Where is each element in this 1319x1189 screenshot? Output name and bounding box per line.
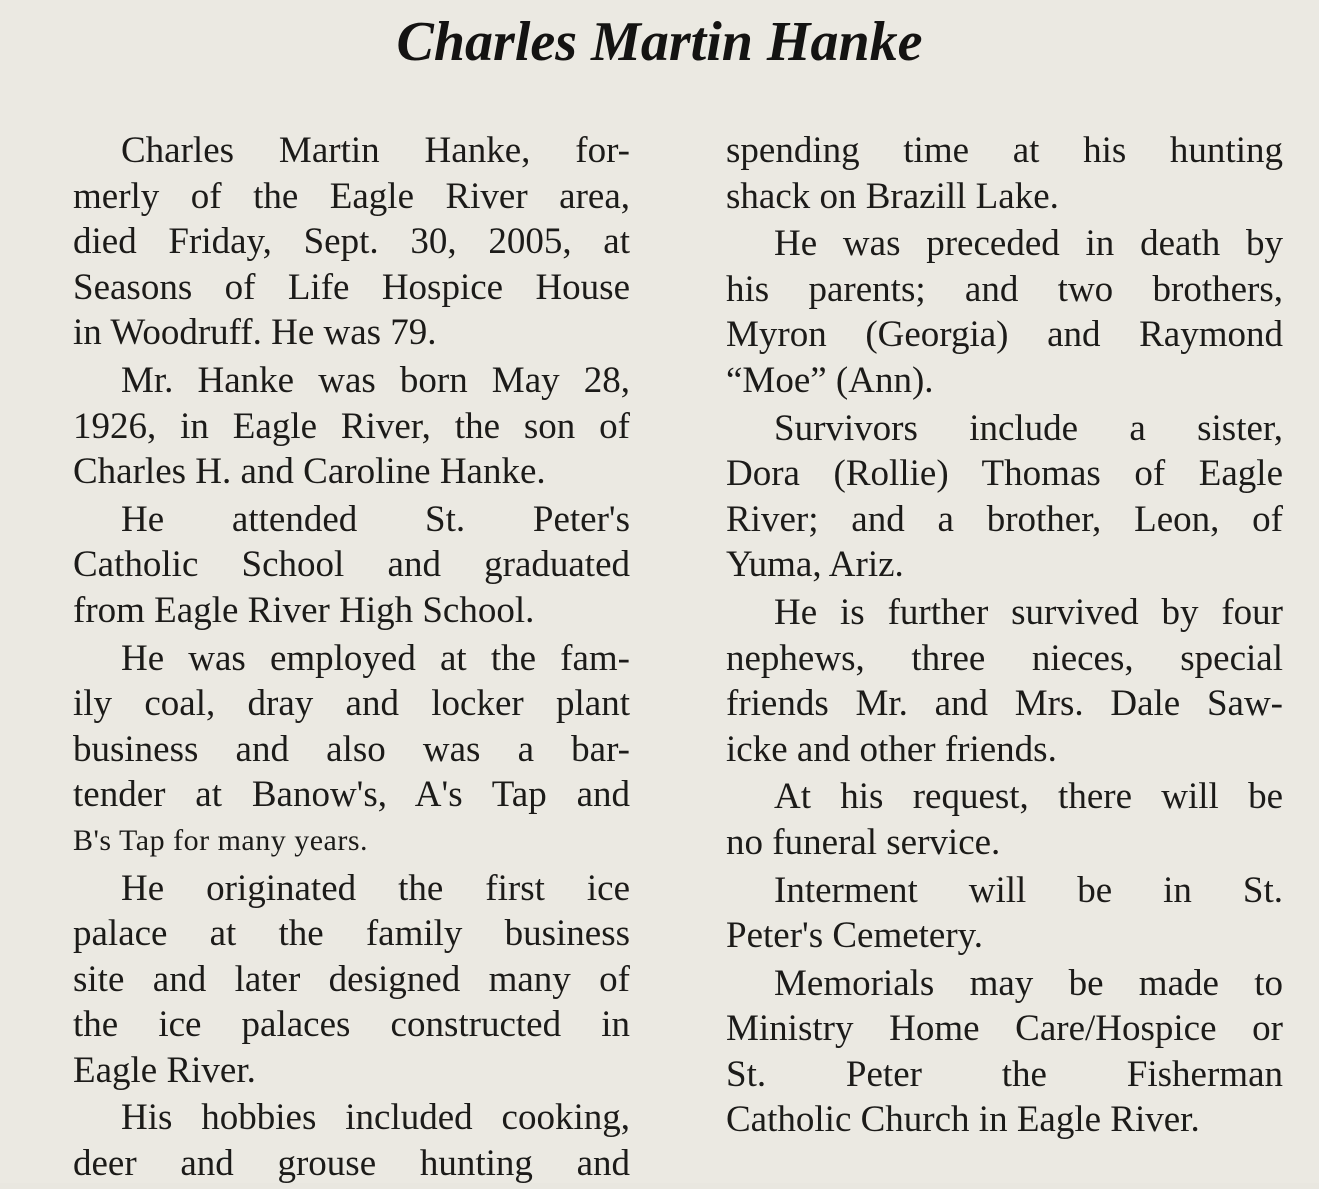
obituary-paragraph: [678, 128, 1283, 219]
obituary-paragraph: [25, 497, 630, 634]
obituary-paragraph: [678, 961, 1283, 1143]
obituary-paragraph: [678, 774, 1283, 865]
text-line: the ice palaces constructed in: [73, 1004, 630, 1046]
text-line: ily coal, dray and locker plant: [73, 683, 630, 725]
right-column: [678, 128, 1283, 1145]
text-line: Catholic School and graduated: [73, 544, 630, 586]
obituary-paragraph: [678, 590, 1283, 772]
obituary-paragraph: [25, 1095, 630, 1186]
text-line: nephews, three nieces, special: [726, 637, 1283, 679]
text-line: He was preceded in death by: [774, 223, 1283, 265]
text-line: icke and other friends.: [726, 728, 1057, 770]
obituary-paragraph: [25, 358, 630, 495]
text-line: Dora (Rollie) Thomas of Eagle: [726, 453, 1283, 495]
obituary-paragraph: [25, 866, 630, 1094]
text-line: shack on Brazill Lake.: [726, 175, 1059, 217]
text-line: from Eagle River High School.: [73, 589, 535, 631]
text-line: business and also was a bar-: [73, 728, 630, 770]
text-line: Catholic Church in Eagle River.: [726, 1099, 1200, 1141]
obituary-paragraph: [678, 406, 1283, 588]
text-line: no funeral service.: [726, 821, 1001, 863]
text-line: Myron (Georgia) and Raymond: [726, 314, 1283, 356]
text-line: palace at the family business: [73, 913, 630, 955]
text-line: Interment will be in St.: [774, 869, 1283, 911]
text-line: St. Peter the Fisherman: [726, 1053, 1283, 1095]
text-line: Ministry Home Care/Hospice or: [726, 1008, 1283, 1050]
text-line: deer and grouse hunting and: [73, 1143, 630, 1185]
text-line: His hobbies included cooking,: [121, 1097, 630, 1139]
text-line: 1926, in Eagle River, the son of: [73, 405, 630, 447]
text-line: “Moe” (Ann).: [726, 359, 934, 401]
text-line: Peter's Cemetery.: [726, 915, 984, 957]
text-line: Survivors include a sister,: [774, 407, 1283, 449]
text-line: merly of the Eagle River area,: [73, 175, 630, 217]
text-line: died Friday, Sept. 30, 2005, at: [73, 221, 630, 263]
obituary-paragraph: [25, 128, 630, 356]
text-line: B's Tap for many years.: [73, 823, 369, 857]
text-line: River; and a brother, Leon, of: [726, 498, 1283, 540]
text-line: Seasons of Life Hospice House: [73, 266, 630, 308]
obituary-headline: Charles Martin Hanke: [396, 11, 923, 73]
text-line: spending time at his hunting: [726, 130, 1283, 171]
text-line: Eagle River.: [73, 1049, 256, 1091]
text-line: Yuma, Ariz.: [726, 544, 904, 586]
text-line: He was employed at the fam-: [121, 637, 630, 679]
text-line: in Woodruff. He was 79.: [73, 312, 437, 354]
text-line: At his request, there will be: [774, 776, 1283, 818]
obituary-paragraph: [678, 221, 1283, 403]
obituary-paragraph: [25, 636, 630, 864]
text-line: He attended St. Peter's: [121, 498, 630, 540]
text-line: Mr. Hanke was born May 28,: [121, 359, 630, 401]
text-line: his parents; and two brothers,: [726, 268, 1283, 310]
text-line: tender at Banow's, A's Tap and: [73, 774, 630, 816]
text-line: friends Mr. and Mrs. Dale Saw-: [726, 683, 1283, 725]
text-line: Charles H. and Caroline Hanke.: [73, 451, 546, 493]
text-line: He originated the first ice: [121, 867, 630, 909]
text-line: site and later designed many of: [73, 958, 630, 1000]
text-line: Charles Martin Hanke, for-: [121, 130, 630, 171]
left-column: [25, 128, 630, 1189]
text-line: Memorials may be made to: [774, 962, 1283, 1004]
obituary-paragraph: [678, 868, 1283, 959]
text-line: He is further survived by four: [774, 591, 1283, 633]
